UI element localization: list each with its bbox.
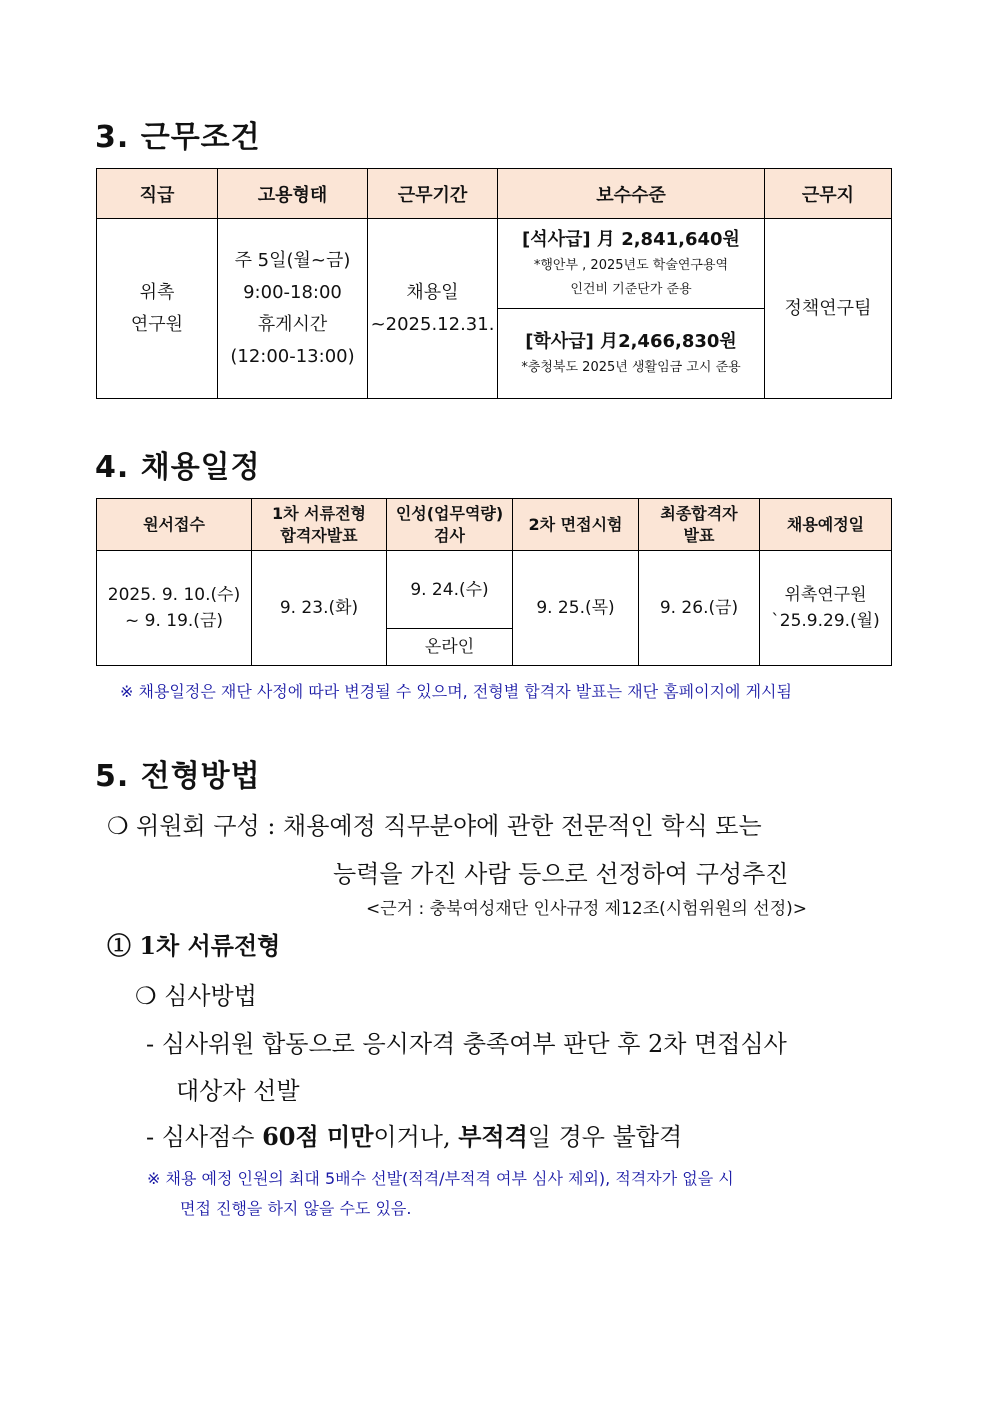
header-rank: 직급	[97, 169, 218, 219]
header-period: 근무기간	[368, 169, 498, 219]
committee-line-2: 능력을 가진 사람 등으로 선정하여 구성추진	[333, 860, 789, 888]
work-conditions-table	[96, 168, 892, 399]
header-location: 근무지	[765, 169, 892, 219]
selection-note-line-2: 면접 진행을 하지 않을 수도 있음.	[180, 1199, 412, 1218]
cell-period: 채용일 ~2025.12.31.	[368, 219, 498, 399]
section-3-title: 3. 근무조건	[95, 120, 261, 155]
cell-salary-bachelor: [학사급] 月2,466,830원 *충청북도 2025년 생활임금 고시 준용	[498, 309, 765, 399]
header-final: 최종합격자 발표	[639, 499, 760, 551]
cell-rank: 위촉 연구원	[97, 219, 218, 399]
cell-aptitude-date: 9. 24.(수)	[387, 551, 513, 629]
method-item-1-line-2: 대상자 선발	[176, 1077, 300, 1105]
fail-score: 60점 미만	[262, 1122, 374, 1151]
cell-final: 9. 26.(금)	[639, 551, 760, 666]
header-interview: 2차 면접시험	[513, 499, 639, 551]
header-apply: 원서접수	[97, 499, 252, 551]
header-salary: 보수수준	[498, 169, 765, 219]
header-aptitude: 인성(업무역량) 검사	[387, 499, 513, 551]
cell-employment: 주 5일(월~금) 9:00-18:00 휴게시간 (12:00-13:00)	[218, 219, 368, 399]
schedule-table	[96, 498, 892, 666]
cell-doc-result: 9. 23.(화)	[252, 551, 387, 666]
method-item-1-line-1: - 심사위원 합동으로 응시자격 충족여부 판단 후 2차 면접심사	[146, 1030, 787, 1058]
section-5-title: 5. 전형방법	[95, 759, 261, 794]
cell-location: 정책연구팀	[765, 219, 892, 399]
cell-salary-master: [석사급] 月 2,841,640원 *행안부 , 2025년도 학술연구용역 인건비 기준단가 준용	[498, 219, 765, 309]
unqualified: 부적격	[458, 1122, 528, 1151]
method-title: ❍ 심사방법	[135, 982, 257, 1010]
header-doc-result: 1차 서류전형 합격자발표	[252, 499, 387, 551]
section-4-title: 4. 채용일정	[95, 450, 261, 485]
method-item-2: - 심사점수 60점 미만이거나, 부적격일 경우 불합격	[146, 1122, 683, 1151]
cell-start: 위촉연구원 `25.9.29.(월)	[760, 551, 892, 666]
schedule-note: ※ 채용일정은 재단 사정에 따라 변경될 수 있으며, 전형별 합격자 발표는 재단 홈페이지에 게시됨	[120, 682, 792, 701]
cell-apply: 2025. 9. 10.(수) ~ 9. 19.(금)	[97, 551, 252, 666]
stage1-title: ① 1차 서류전형	[107, 931, 281, 960]
cell-interview: 9. 25.(목)	[513, 551, 639, 666]
header-start: 채용예정일	[760, 499, 892, 551]
cell-aptitude-mode: 온라인	[387, 629, 513, 666]
selection-note-line-1: ※ 채용 예정 인원의 최대 5배수 선발(적격/부적격 여부 심사 제외), 적격자가 없을 시	[147, 1169, 734, 1188]
header-employment: 고용형태	[218, 169, 368, 219]
committee-line-1: ❍ 위원회 구성 : 채용예정 직무분야에 관한 전문적인 학식 또는	[107, 812, 762, 840]
basis-note: <근거 : 충북여성재단 인사규정 제12조(시험위원의 선정)>	[366, 899, 807, 919]
